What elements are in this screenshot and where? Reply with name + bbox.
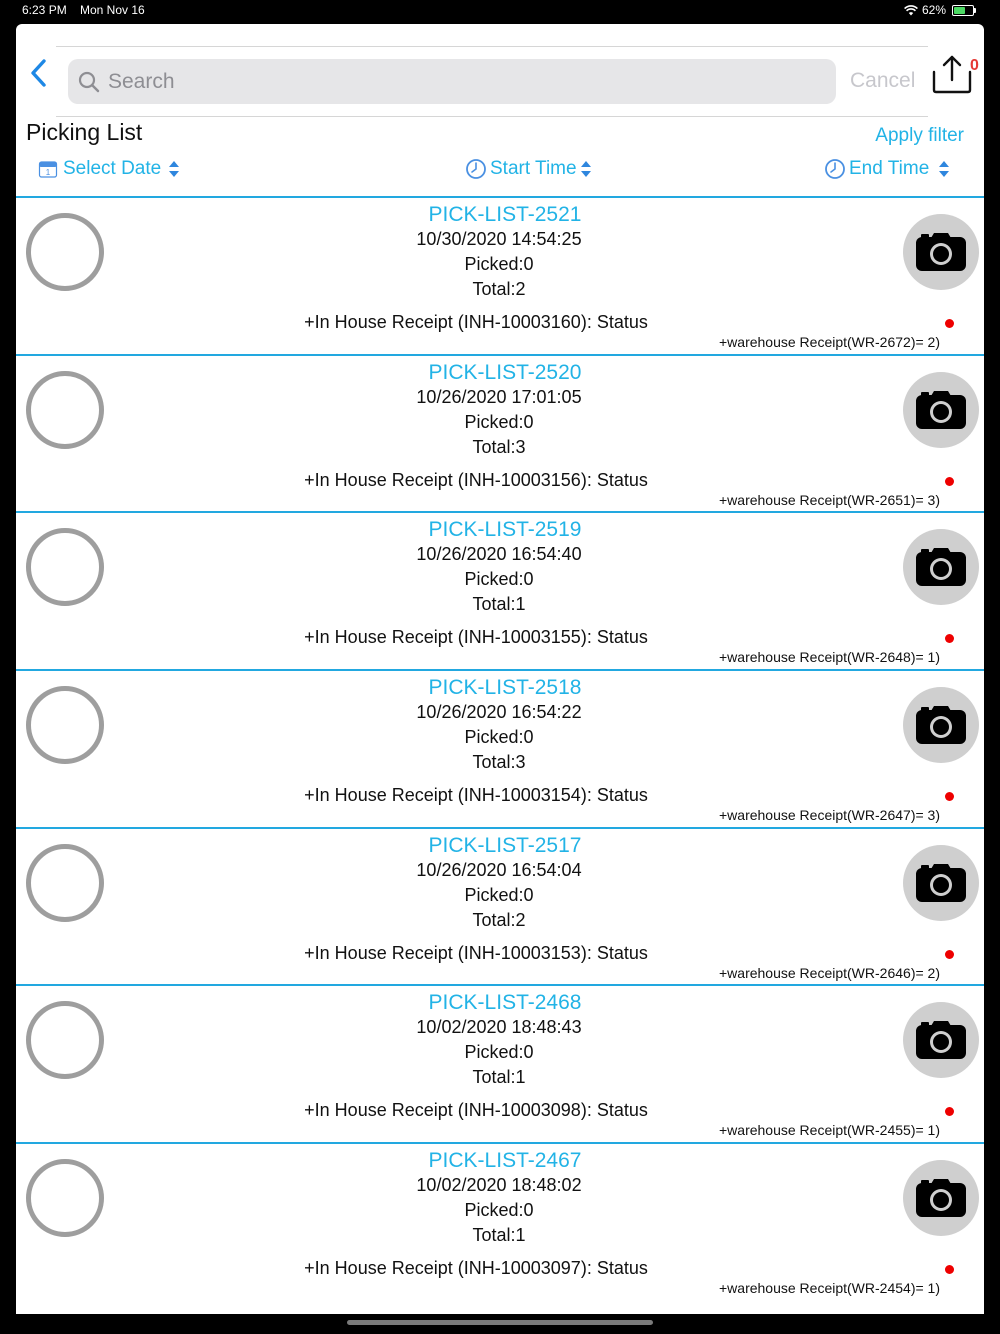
end-time-label: End Time: [849, 158, 930, 179]
search-icon: [78, 71, 100, 93]
warehouse-receipt: +warehouse Receipt(WR-2651)= 3): [719, 491, 940, 508]
picking-list: [16, 196, 984, 1300]
camera-button[interactable]: [903, 529, 979, 605]
in-house-receipt: +In House Receipt (INH-10003154): Status: [304, 785, 648, 806]
camera-icon: [915, 1020, 967, 1060]
select-date-label: Select Date: [63, 158, 162, 179]
picked-count: Picked:0: [464, 411, 534, 432]
warehouse-receipt: +warehouse Receipt(WR-2672)= 2): [719, 334, 940, 350]
search-input[interactable]: [68, 59, 836, 104]
pick-list-datetime: 10/26/2020 16:54:40: [416, 544, 582, 565]
wifi-icon: [904, 5, 918, 16]
pick-list-code[interactable]: PICK-LIST-2467: [428, 1149, 582, 1173]
camera-icon: [915, 232, 967, 272]
status-date: Mon Nov 16: [80, 3, 145, 17]
warehouse-receipt: +warehouse Receipt(WR-2647)= 3): [719, 807, 940, 824]
in-house-receipt: +In House Receipt (INH-10003098): Status: [304, 1100, 648, 1121]
upload-count-badge: 0: [970, 57, 979, 74]
upload-icon[interactable]: [930, 54, 974, 94]
camera-icon: [915, 1178, 967, 1218]
total-count: Total:3: [472, 436, 526, 457]
list-item[interactable]: [16, 511, 984, 669]
status-dot: [945, 1107, 954, 1116]
total-count: Total:1: [472, 1225, 526, 1246]
camera-icon: [915, 547, 967, 587]
pick-list-code[interactable]: PICK-LIST-2518: [428, 676, 582, 700]
select-date-filter[interactable]: [38, 158, 182, 180]
total-count: Total:1: [472, 594, 526, 615]
pick-list-code[interactable]: PICK-LIST-2519: [428, 518, 582, 542]
camera-icon: [915, 863, 967, 903]
camera-icon: [915, 390, 967, 430]
divider: [56, 46, 928, 47]
pick-list-datetime: 10/30/2020 14:54:25: [416, 229, 582, 249]
pick-list-code[interactable]: PICK-LIST-2520: [428, 360, 582, 384]
pick-list-datetime: 10/02/2020 18:48:02: [416, 1175, 582, 1196]
total-count: Total:1: [472, 1067, 526, 1088]
home-indicator[interactable]: [347, 1320, 653, 1325]
in-house-receipt: +In House Receipt (INH-10003160): Status: [304, 312, 648, 332]
back-chevron-icon[interactable]: [26, 56, 50, 90]
page-title: Picking List: [26, 119, 143, 145]
status-dot: [945, 792, 954, 801]
picked-count: Picked:0: [464, 1042, 534, 1063]
in-house-receipt: +In House Receipt (INH-10003097): Status: [304, 1258, 648, 1279]
status-right: [904, 3, 974, 17]
picked-count: Picked:0: [464, 569, 534, 590]
camera-button[interactable]: [903, 845, 979, 921]
picking-list-screen: [16, 24, 984, 1314]
in-house-receipt: +In House Receipt (INH-10003153): Status: [304, 942, 648, 963]
camera-icon: [915, 705, 967, 745]
status-dot: [945, 319, 954, 328]
pick-list-code[interactable]: PICK-LIST-2468: [428, 991, 582, 1015]
camera-button[interactable]: [903, 214, 979, 290]
total-count: Total:2: [472, 909, 526, 930]
svg-text:1: 1: [45, 168, 51, 177]
calendar-icon: [38, 159, 58, 179]
sort-arrows-icon: [936, 159, 952, 179]
status-dot: [945, 477, 954, 486]
pick-list-datetime: 10/26/2020 16:54:04: [416, 859, 582, 880]
status-time: 6:23 PM: [22, 3, 67, 17]
warehouse-receipt: +warehouse Receipt(WR-2454)= 1): [719, 1280, 940, 1297]
sort-arrows-icon: [578, 159, 594, 179]
camera-button[interactable]: [903, 1160, 979, 1236]
battery-icon: [952, 5, 974, 16]
pick-list-datetime: 10/26/2020 17:01:05: [416, 386, 582, 407]
picked-count: Picked:0: [464, 1200, 534, 1221]
divider: [56, 116, 928, 117]
battery-percent: 62%: [921, 3, 946, 17]
list-item[interactable]: [16, 984, 984, 1142]
in-house-receipt: +In House Receipt (INH-10003156): Status: [304, 469, 648, 490]
search-placeholder: Search: [108, 69, 175, 93]
pick-list-code[interactable]: PICK-LIST-2521: [428, 203, 582, 226]
status-dot: [945, 950, 954, 959]
list-item[interactable]: [16, 1142, 984, 1300]
warehouse-receipt: +warehouse Receipt(WR-2455)= 1): [719, 1122, 940, 1139]
start-time-filter[interactable]: [465, 158, 594, 180]
pick-list-datetime: 10/02/2020 18:48:43: [416, 1017, 582, 1038]
pick-list-datetime: 10/26/2020 16:54:22: [416, 702, 582, 723]
clock-icon: [824, 158, 846, 180]
status-bar: [0, 0, 1000, 22]
clock-icon: [465, 158, 487, 180]
sort-arrows-icon: [166, 159, 182, 179]
list-item[interactable]: [16, 354, 984, 512]
warehouse-receipt: +warehouse Receipt(WR-2646)= 2): [719, 964, 940, 981]
picked-count: Picked:0: [464, 727, 534, 748]
picked-count: Picked:0: [464, 254, 534, 274]
apply-filter-button[interactable]: Apply filter: [875, 125, 964, 146]
total-count: Total:3: [472, 752, 526, 773]
list-item[interactable]: [16, 827, 984, 985]
cancel-button[interactable]: Cancel: [850, 69, 916, 92]
list-item[interactable]: [16, 669, 984, 827]
warehouse-receipt: +warehouse Receipt(WR-2648)= 1): [719, 649, 940, 666]
status-dot: [945, 1265, 954, 1274]
total-count: Total:2: [472, 279, 526, 299]
picked-count: Picked:0: [464, 884, 534, 905]
pick-list-code[interactable]: PICK-LIST-2517: [428, 833, 582, 857]
in-house-receipt: +In House Receipt (INH-10003155): Status: [304, 627, 648, 648]
end-time-filter[interactable]: [824, 158, 952, 180]
camera-button[interactable]: [903, 1002, 979, 1078]
start-time-label: Start Time: [490, 158, 577, 179]
filter-bar: [16, 158, 984, 186]
status-dot: [945, 634, 954, 643]
list-item[interactable]: [16, 196, 984, 354]
camera-button[interactable]: [903, 687, 979, 763]
camera-button[interactable]: [903, 372, 979, 448]
